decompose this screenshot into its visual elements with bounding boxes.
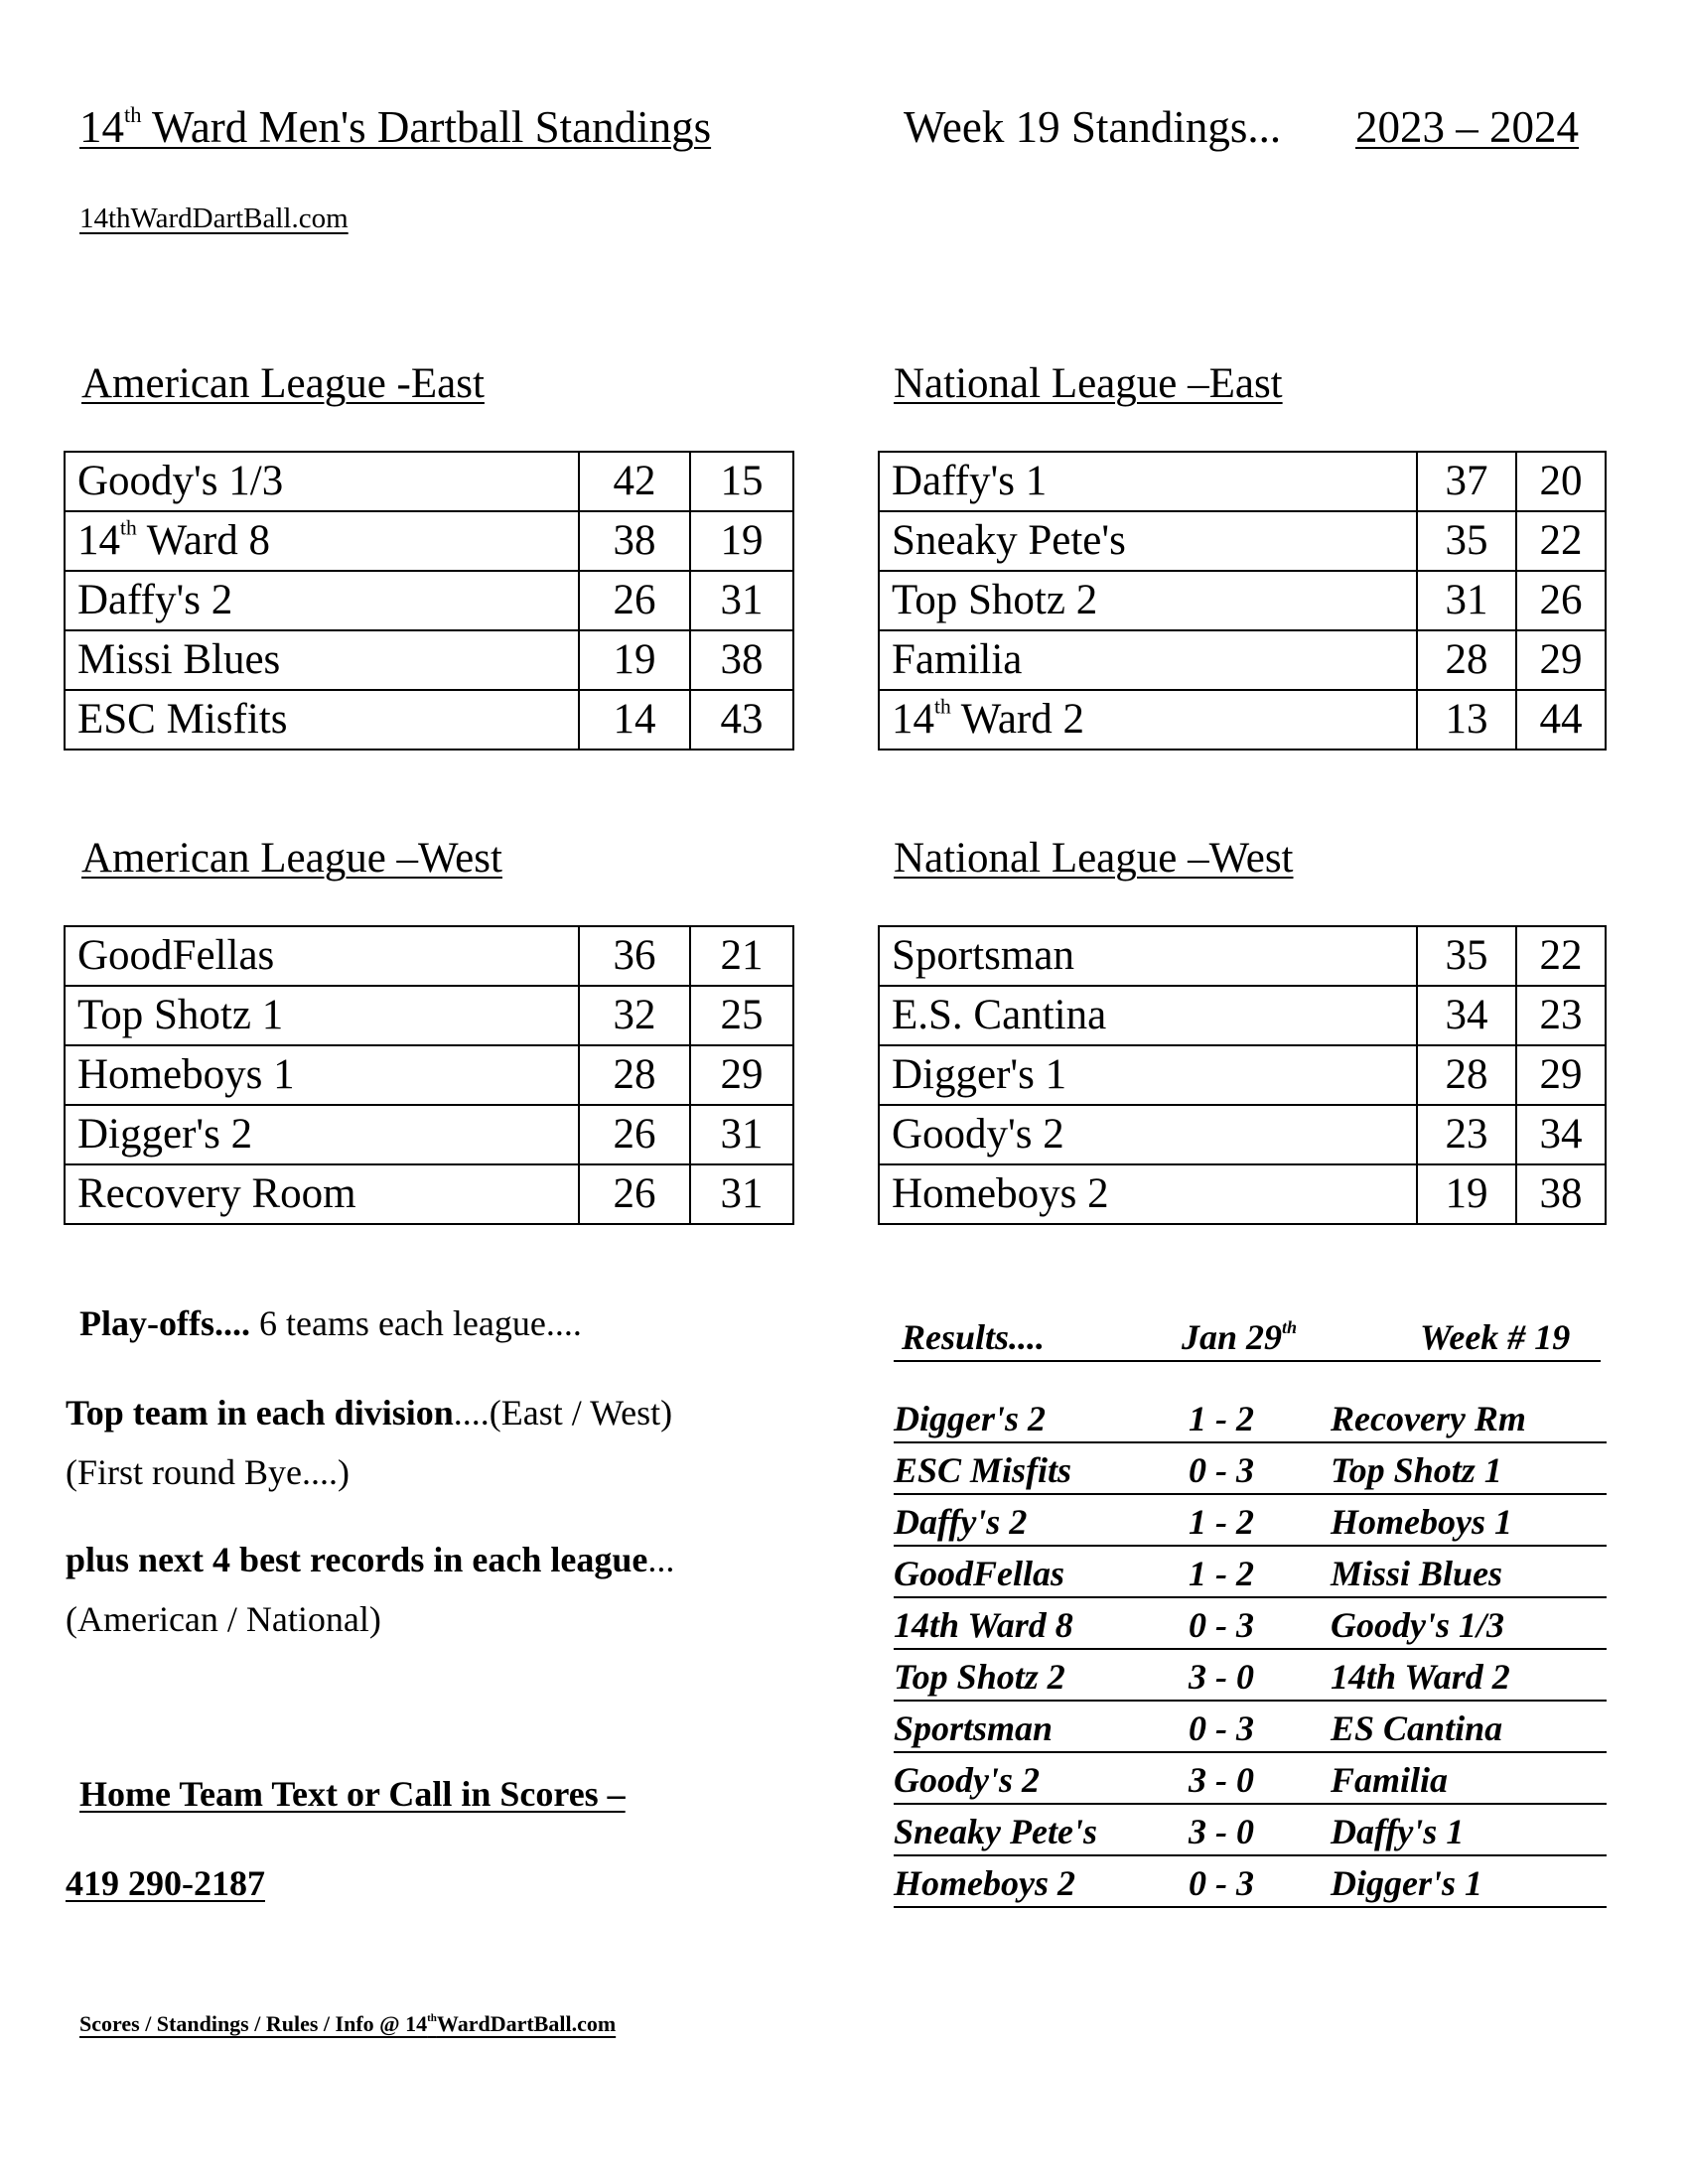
table-row [65,630,793,690]
away-team: ES Cantina [1331,1708,1503,1748]
wins: 14 [579,690,690,750]
losses: 29 [1516,1045,1606,1105]
result-row [894,1807,1607,1856]
footer-links[interactable]: Scores / Standings / Rules / Info @ 14thWardDartBall.com [79,2011,617,2036]
wins: 26 [579,571,690,630]
week-label: Week 19 Standings... [904,102,1282,152]
team-name: Top Shotz 2 [879,571,1417,630]
table-row [879,690,1606,750]
away-team: Goody's 1/3 [1331,1605,1504,1645]
wins: 31 [1417,571,1516,630]
losses: 20 [1516,452,1606,511]
away-team: Homeboys 1 [1331,1502,1512,1542]
home-team: GoodFellas [894,1554,1065,1593]
page-title: 14th Ward Men's Dartball Standings [79,101,712,152]
team-name: E.S. Cantina [879,986,1417,1045]
team-name: Daffy's 2 [65,571,579,630]
results-date: Jan 29th [1182,1316,1298,1357]
table-row [879,1045,1606,1105]
team-name: Recovery Room [65,1164,579,1224]
wins: 28 [1417,1045,1516,1105]
table-row [879,1105,1606,1164]
team-name: Daffy's 1 [879,452,1417,511]
table-row [65,926,793,986]
home-team: 14th Ward 8 [894,1605,1073,1645]
losses: 15 [690,452,793,511]
game-score: 0 - 3 [1189,1708,1254,1748]
wins: 26 [579,1105,690,1164]
team-name: GoodFellas [65,926,579,986]
al-west-title: American League –West [81,835,502,882]
losses: 26 [1516,571,1606,630]
home-team: Homeboys 2 [894,1863,1075,1903]
results-week: Week # 19 [1420,1317,1571,1357]
website-link[interactable]: 14thWardDartBall.com [79,203,349,234]
home-team: Daffy's 2 [894,1502,1028,1542]
table-row [879,1164,1606,1224]
wins: 42 [579,452,690,511]
nl-west-table [878,925,1607,1225]
team-name: 14th Ward 8 [65,511,579,571]
result-row [894,1858,1607,1908]
playoffs-bye-line: (First round Bye....) [66,1452,350,1492]
result-row [894,1600,1607,1650]
table-row [879,926,1606,986]
home-team: Digger's 2 [894,1399,1046,1438]
nl-west-title: National League –West [894,835,1294,882]
result-row [894,1549,1607,1598]
table-row [65,452,793,511]
wins: 13 [1417,690,1516,750]
al-east-title: American League -East [81,360,485,407]
wins: 28 [579,1045,690,1105]
wins: 36 [579,926,690,986]
team-name: Digger's 2 [65,1105,579,1164]
losses: 22 [1516,511,1606,571]
team-name: 14th Ward 2 [879,690,1417,750]
contact-label: Home Team Text or Call in Scores – [79,1774,626,1814]
game-score: 1 - 2 [1189,1399,1254,1438]
home-team: Top Shotz 2 [894,1657,1065,1697]
game-score: 0 - 3 [1189,1863,1254,1903]
table-row [65,1045,793,1105]
playoffs-leagues-line: (American / National) [66,1599,381,1639]
game-score: 1 - 2 [1189,1502,1254,1542]
contact-phone[interactable]: 419 290-2187 [66,1863,265,1903]
season-label: 2023 – 2024 [1355,102,1579,152]
away-team: Recovery Rm [1331,1399,1526,1438]
home-team: Sportsman [894,1708,1054,1748]
result-row [894,1704,1607,1753]
team-name: Top Shotz 1 [65,986,579,1045]
team-name: Goody's 2 [879,1105,1417,1164]
losses: 19 [690,511,793,571]
playoffs-line: Play-offs.... 6 teams each league.... [79,1303,582,1343]
losses: 38 [1516,1164,1606,1224]
away-team: Familia [1331,1760,1449,1800]
team-name: Sneaky Pete's [879,511,1417,571]
wins: 38 [579,511,690,571]
game-score: 3 - 0 [1189,1760,1254,1800]
game-score: 0 - 3 [1189,1605,1254,1645]
team-name: Sportsman [879,926,1417,986]
game-score: 0 - 3 [1189,1450,1254,1490]
wins: 19 [1417,1164,1516,1224]
wins: 23 [1417,1105,1516,1164]
wins: 35 [1417,511,1516,571]
away-team: Daffy's 1 [1331,1812,1465,1851]
losses: 29 [690,1045,793,1105]
losses: 23 [1516,986,1606,1045]
away-team: 14th Ward 2 [1331,1657,1510,1697]
team-name: Familia [879,630,1417,690]
wins: 19 [579,630,690,690]
losses: 38 [690,630,793,690]
game-score: 1 - 2 [1189,1554,1254,1593]
home-team: ESC Misfits [894,1450,1072,1490]
wins: 32 [579,986,690,1045]
nl-east-title: National League –East [894,360,1283,407]
results-header [894,1316,1601,1362]
game-score: 3 - 0 [1189,1657,1254,1697]
losses: 31 [690,1164,793,1224]
table-row [65,1164,793,1224]
game-score: 3 - 0 [1189,1812,1254,1851]
losses: 22 [1516,926,1606,986]
away-team: Missi Blues [1331,1554,1503,1593]
table-row [65,690,793,750]
away-team: Top Shotz 1 [1331,1450,1502,1490]
table-row [65,571,793,630]
table-row [879,452,1606,511]
results-label: Results.... [902,1317,1046,1357]
team-name: Goody's 1/3 [65,452,579,511]
result-row [894,1497,1607,1547]
losses: 29 [1516,630,1606,690]
table-row [65,1105,793,1164]
wins: 35 [1417,926,1516,986]
team-name: Missi Blues [65,630,579,690]
wins: 37 [1417,452,1516,511]
team-name: Homeboys 1 [65,1045,579,1105]
team-name: Homeboys 2 [879,1164,1417,1224]
wins: 26 [579,1164,690,1224]
wins: 34 [1417,986,1516,1045]
team-name: Digger's 1 [879,1045,1417,1105]
result-row [894,1755,1607,1805]
table-row [879,986,1606,1045]
table-row [65,986,793,1045]
losses: 43 [690,690,793,750]
home-team: Goody's 2 [894,1760,1040,1800]
playoffs-wildcard-line: plus next 4 best records in each league... [66,1540,675,1579]
result-row [894,1652,1607,1702]
losses: 25 [690,986,793,1045]
losses: 21 [690,926,793,986]
result-row [894,1445,1607,1495]
wins: 28 [1417,630,1516,690]
al-west-table [64,925,794,1225]
table-row [879,571,1606,630]
losses: 34 [1516,1105,1606,1164]
table-row [879,630,1606,690]
losses: 44 [1516,690,1606,750]
team-name: ESC Misfits [65,690,579,750]
al-east-table [64,451,794,751]
home-team: Sneaky Pete's [894,1812,1097,1851]
nl-east-table [878,451,1607,751]
losses: 31 [690,571,793,630]
playoffs-division-line: Top team in each division....(East / West) [66,1393,673,1433]
result-row [894,1394,1607,1443]
away-team: Digger's 1 [1331,1863,1482,1903]
table-row [879,511,1606,571]
losses: 31 [690,1105,793,1164]
table-row [65,511,793,571]
